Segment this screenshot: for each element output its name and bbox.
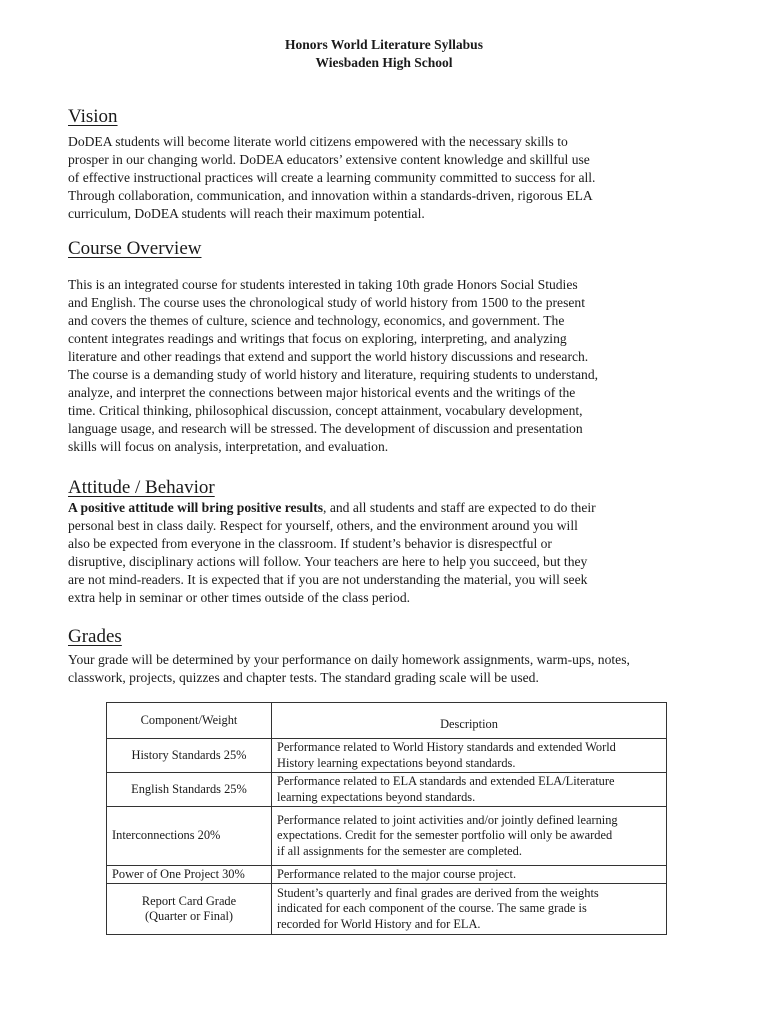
cell-line: Performance related to World History standards and extended World <box>277 740 616 754</box>
school-name: Wiesbaden High School <box>315 55 453 70</box>
text-line: skills will focus on analysis, interpretation, and evaluation. <box>68 439 389 454</box>
component-cell <box>107 773 272 807</box>
table-row <box>107 884 667 935</box>
table-row <box>107 807 667 866</box>
text-line: Your grade will be determined by your performance on daily homework assignments, warm-ups, notes, <box>68 652 630 667</box>
component-cell <box>107 866 272 884</box>
cell-line: History learning expectations beyond standards. <box>277 755 516 770</box>
description-cell <box>272 773 667 807</box>
cell-line: indicated for each component of the course. The same grade is <box>277 901 587 916</box>
attitude-behavior-paragraph <box>68 499 698 607</box>
cell-line: Performance related to the major course project. <box>277 866 517 881</box>
text-line: prosper in our changing world. DoDEA educators’ extensive content knowledge and skillful use <box>68 152 590 167</box>
text-line: The course is a demanding study of world history and literature, requiring students to understand, <box>68 367 599 382</box>
description-cell <box>272 884 667 935</box>
cell-line: English Standards 25% <box>131 781 247 796</box>
cell-line: learning expectations beyond standards. <box>277 789 476 804</box>
text-line <box>68 499 698 517</box>
component-cell <box>107 807 272 866</box>
cell-line: Interconnections 20% <box>112 828 221 843</box>
description-cell <box>272 807 667 866</box>
table-row <box>107 739 667 773</box>
text-line: of effective instructional practices will create a learning community committed to success for all. <box>68 170 596 185</box>
vision-heading: Vision <box>68 106 118 127</box>
grading-table <box>106 702 667 935</box>
text-line: and English. The course uses the chronological study of world history from 1500 to the present <box>68 295 585 310</box>
vision-paragraph <box>68 133 698 223</box>
attitude-behavior-heading: Attitude / Behavior <box>68 477 215 498</box>
grades-heading: Grades <box>68 626 122 647</box>
column-header-component: Component/Weight <box>107 703 272 739</box>
text-line: analyze, and interpret the connections between major historical events and the writings of the <box>68 385 576 400</box>
text-line: disruptive, disciplinary actions will follow. Your teachers are here to help you succeed, but they <box>68 554 588 569</box>
text-line: personal best in class daily. Respect for yourself, others, and the environment around you will <box>68 518 578 533</box>
cell-line: Report Card Grade <box>141 893 237 908</box>
text-line: classwork, projects, quizzes and chapter tests. The standard grading scale will be used. <box>68 670 539 685</box>
grades-paragraph <box>68 651 708 687</box>
text-line: This is an integrated course for students interested in taking 10th grade Honors Social Studies <box>68 277 578 292</box>
text-run: , and all students and staff are expected to do their <box>323 500 596 515</box>
cell-line: if all assignments for the semester are completed. <box>277 843 522 858</box>
table-header-row <box>107 703 667 739</box>
description-cell <box>272 739 667 773</box>
cell-line: (Quarter or Final) <box>144 909 234 923</box>
column-header-description-text: Description <box>440 716 498 731</box>
cell-line: Performance related to joint activities and/or jointly defined learning <box>277 812 618 827</box>
cell-line: Performance related to ELA standards and extended ELA/Literature <box>277 774 615 788</box>
cell-line: Student’s quarterly and final grades are derived from the weights <box>277 885 599 900</box>
cell-line: History Standards 25% <box>131 747 247 762</box>
description-cell <box>272 866 667 884</box>
text-line: extra help in seminar or other times outside of the class period. <box>68 590 411 605</box>
component-cell <box>107 739 272 773</box>
text-line: language usage, and research will be stressed. The development of discussion and presentation <box>68 421 583 436</box>
text-line: literature and other readings that extend and support the world history discussions and research. <box>68 349 589 364</box>
text-line: Through collaboration, communication, and innovation within a standards-driven, rigorous ELA <box>68 188 593 203</box>
text-line: content integrates readings and writings that focus on exploring, interpreting, and analyzing <box>68 331 567 346</box>
cell-line: Power of One Project 30% <box>112 866 245 881</box>
component-cell <box>107 884 272 935</box>
text-line: DoDEA students will become literate world citizens empowered with the necessary skills to <box>68 134 568 149</box>
course-overview-paragraph <box>68 276 698 456</box>
column-header-description <box>272 703 667 739</box>
table-row <box>107 773 667 807</box>
text-line: curriculum, DoDEA students will reach their maximum potential. <box>68 206 425 221</box>
document-title: Honors World Literature Syllabus <box>285 37 483 52</box>
cell-line: expectations. Credit for the semester portfolio will only be awarded <box>277 828 613 843</box>
text-line: also be expected from everyone in the classroom. If student’s behavior is disrespectful or <box>68 536 552 551</box>
course-overview-heading: Course Overview <box>68 238 202 259</box>
text-line: time. Critical thinking, philosophical discussion, concept attainment, vocabulary development, <box>68 403 583 418</box>
table-row <box>107 866 667 884</box>
cell-line: recorded for World History and for ELA. <box>277 916 481 931</box>
emphasis-text: A positive attitude will bring positive results <box>68 500 324 515</box>
text-line: are not mind-readers. It is expected that if you are not understanding the material, you will seek <box>68 572 588 587</box>
text-line: and covers the themes of culture, science and technology, economics, and government. The <box>68 313 565 328</box>
